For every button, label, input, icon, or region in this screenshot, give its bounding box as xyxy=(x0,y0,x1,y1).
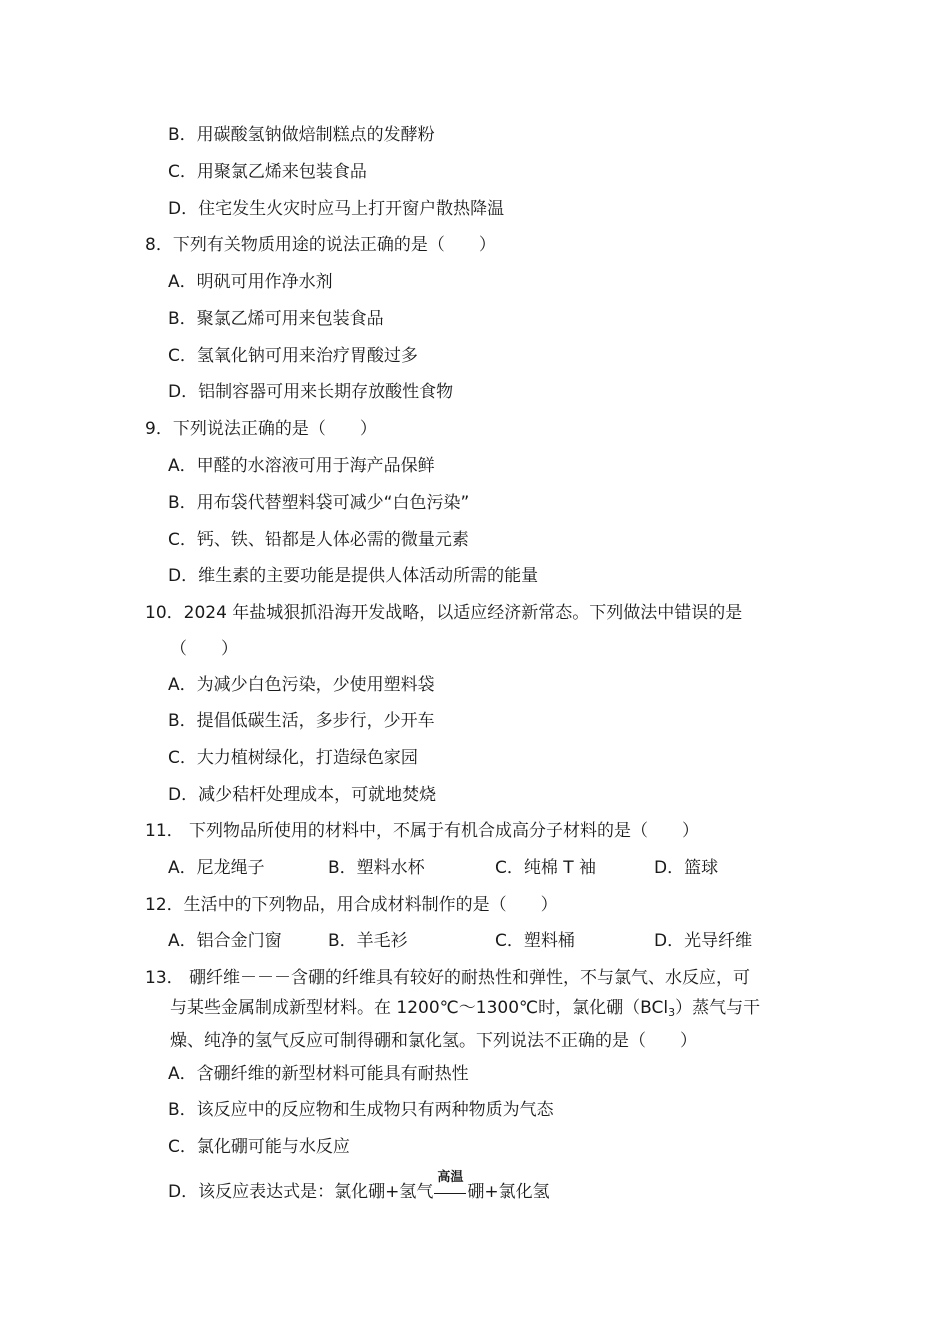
q13-option-a: A．含硼纤维的新型材料可能具有耐热性 xyxy=(168,1064,469,1084)
q13-option-d-products: 硼+氯化氢 xyxy=(467,1182,550,1202)
q12-option-a: A．铝合金门窗 xyxy=(168,931,282,951)
reaction-arrow xyxy=(433,1170,467,1204)
q8-option-d: D．铝制容器可用来长期存放酸性食物 xyxy=(168,382,454,402)
q7-option-c: C．用聚氯乙烯来包装食品 xyxy=(168,162,367,182)
q13-stem-line-2 xyxy=(170,996,760,1020)
q7-option-d: D．住宅发生火灾时应马上打开窗户散热降温 xyxy=(168,199,505,219)
q10-option-d: D．减少秸杆处理成本，可就地焚烧 xyxy=(168,785,437,805)
q13-stem-line-3: 燥、纯净的氢气反应可制得硼和氯化氢。下列说法不正确的是（ ） xyxy=(170,1031,697,1051)
q8-stem: 8．下列有关物质用途的说法正确的是（ ） xyxy=(145,235,496,255)
q12-option-d: D．光导纤维 xyxy=(654,931,753,951)
q11-option-b: B．塑料水杯 xyxy=(328,858,425,878)
q7-option-b: B．用碳酸氢钠做焙制糕点的发酵粉 xyxy=(168,125,435,145)
q13-subscript: 3 xyxy=(668,1006,676,1019)
q13-option-c: C．氯化硼可能与水反应 xyxy=(168,1137,350,1157)
q13-option-d xyxy=(168,1170,550,1204)
q13-stem-line-2-text: 与某些金属制成新型材料。在 1200℃～1300℃时，氯化硼（BCl xyxy=(170,998,669,1018)
q9-stem: 9．下列说法正确的是（ ） xyxy=(145,419,377,439)
q10-stem-continuation: （ ） xyxy=(170,639,238,659)
q10-stem: 10．2024 年盐城狠抓沿海开发战略，以适应经济新常态。下列做法中错误的是 xyxy=(145,603,743,623)
reaction-condition: 高温 xyxy=(437,1170,464,1185)
q8-option-c: C．氢氧化钠可用来治疗胃酸过多 xyxy=(168,346,418,366)
q13-stem-line-2-tail: ）蒸气与干 xyxy=(675,998,761,1018)
q13-option-b: B．该反应中的反应物和生成物只有两种物质为气态 xyxy=(168,1100,554,1120)
q12-option-b: B．羊毛衫 xyxy=(328,931,408,951)
q10-option-b: B．提倡低碳生活，多步行，少开车 xyxy=(168,711,435,731)
q10-option-c: C．大力植树绿化，打造绿色家园 xyxy=(168,748,418,768)
reaction-arrow-line xyxy=(434,1193,466,1194)
q11-stem: 11． 下列物品所使用的材料中，不属于有机合成高分子材料的是（ ） xyxy=(145,821,700,841)
q9-option-a: A．甲醛的水溶液可用于海产品保鲜 xyxy=(168,456,435,476)
q10-option-a: A．为减少白色污染，少使用塑料袋 xyxy=(168,675,435,695)
q8-option-b: B．聚氯乙烯可用来包装食品 xyxy=(168,309,384,329)
q12-option-c: C．塑料桶 xyxy=(495,931,575,951)
q13-stem-line-1: 13． 硼纤维－－－含硼的纤维具有较好的耐热性和弹性，不与氯气、水反应，可 xyxy=(145,968,751,988)
q11-option-c: C．纯棉 T 袖 xyxy=(495,858,597,878)
q9-option-c: C．钙、铁、铅都是人体必需的微量元素 xyxy=(168,530,469,550)
q9-option-d: D．维生素的主要功能是提供人体活动所需的能量 xyxy=(168,566,539,586)
q12-stem: 12．生活中的下列物品，用合成材料制作的是（ ） xyxy=(145,895,558,915)
q8-option-a: A．明矾可用作净水剂 xyxy=(168,272,333,292)
q9-option-b: B．用布袋代替塑料袋可减少“白色污染” xyxy=(168,493,470,513)
q11-option-d: D．篮球 xyxy=(654,858,719,878)
q11-option-a: A．尼龙绳子 xyxy=(168,858,265,878)
q13-option-d-text: D．该反应表达式是：氯化硼+氢气 xyxy=(168,1182,434,1202)
